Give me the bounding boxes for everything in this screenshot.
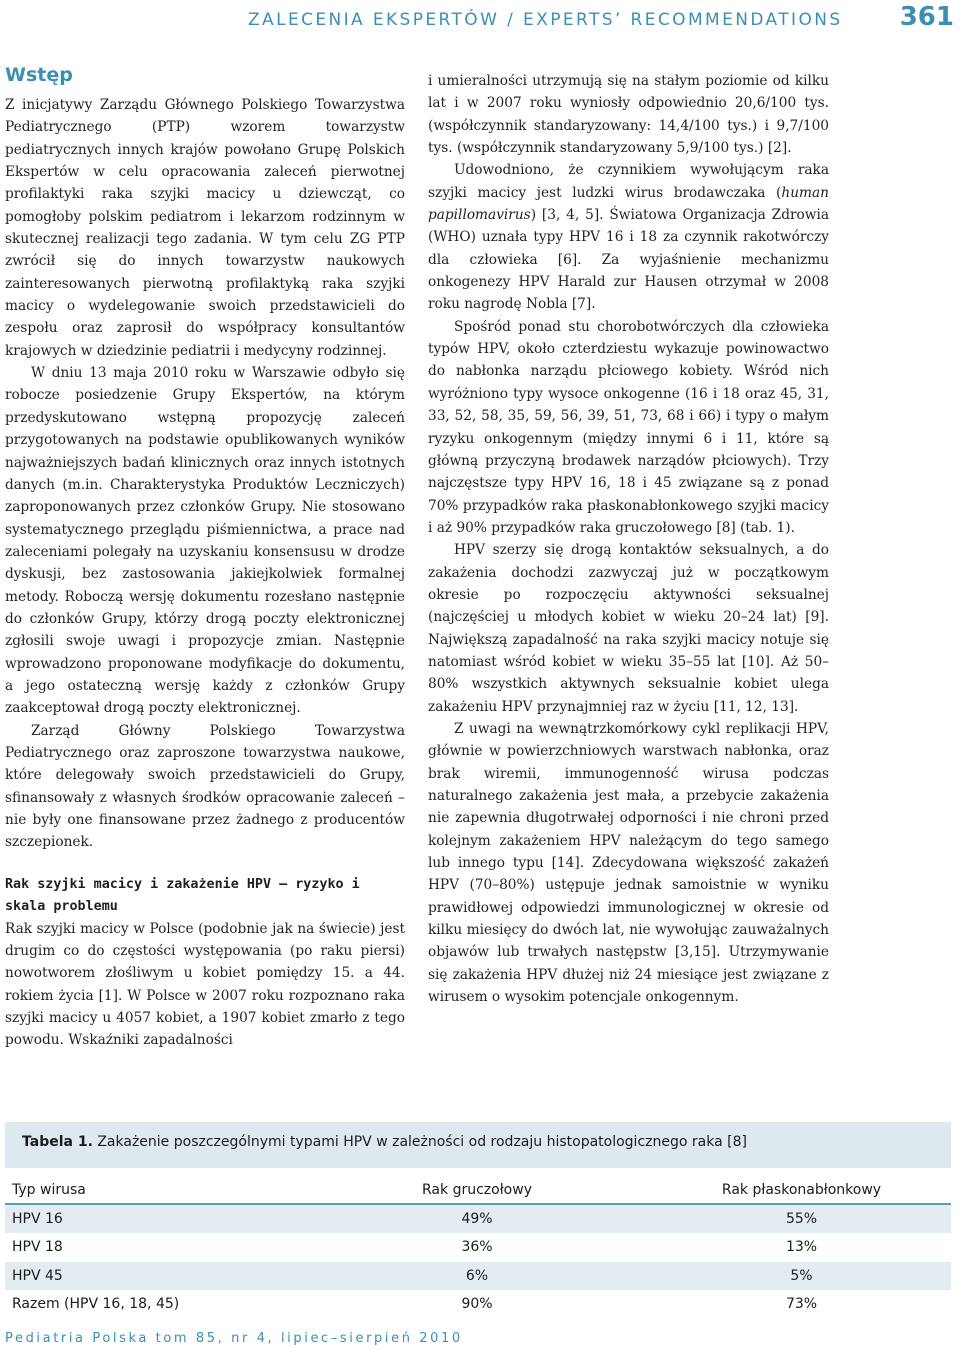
table-cell: HPV 45 <box>5 1262 302 1291</box>
table-cell: 5% <box>652 1262 951 1291</box>
paragraph: Rak szyjki macicy w Polsce (podobnie jak na świecie) jest drugim co do częstości występowania (po raku piersi) nowotworem złośliwym u kobiet pomiędzy 15. a 44. rokiem życia [1]. W Polsce w 2007 roku rozpoznano raka szyjki macicy u 4057 kobiet, a 1907 kobiet zmarło z tego powodu. Wskaźniki zapadalności <box>5 920 405 1049</box>
table-caption-label: Tabela 1. <box>22 1134 93 1150</box>
left-column <box>5 62 405 1052</box>
table-cell: Razem (HPV 16, 18, 45) <box>5 1290 302 1319</box>
table-header-row <box>5 1176 951 1204</box>
table-cell: 90% <box>302 1290 652 1319</box>
paragraph: HPV szerzy się drogą kontaktów seksualnych, a do zakażenia dochodzi zazwyczaj już w początkowym okresie po rozpoczęciu aktywności seksualnej (najczęściej u młodych kobiet w wieku 20–24 lat) [9]. Największą zapadalność na raka szyjki macicy notuje się natomiast wśród kobiet w wieku 35–55 lat [10]. Aż 50–80% wszystkich aktywnych seksualnie kobiet ulega zakażeniu HPV przynajmniej raz w życiu [11, 12, 13]. <box>428 542 829 715</box>
paragraph: Spośród ponad stu chorobotwórczych dla człowieka typów HPV, około czterdziestu wykazuje powinowactwo do nabłonka narządu płciowego kobiety. Wśród nich wyróżniono typy wysoce onkogenne (16 i 18 oraz 45, 31, 33, 52, 58, 35, 59, 56, 39, 51, 73, 68 i 66) i typy o małym ryzyku onkogennym (między innymi 6 i 11, które są główną przyczyną brodawek narządów płciowych). Trzy najczęstsze typy HPV 16, 18 i 45 związane są z ponad 70% przypadków raka płaskonabłonkowego szyjki macicy i aż 90% przypadków raka gruczołowego [8] (tab. 1). <box>428 318 829 536</box>
right-column <box>428 70 829 1008</box>
hpv-table <box>5 1176 951 1319</box>
table-row <box>5 1204 951 1233</box>
column-header: Typ wirusa <box>5 1176 302 1204</box>
subheading-hpv-risk: Rak szyjki macicy i zakażenie HPV – ryzyko i skala problemu <box>5 876 360 914</box>
running-header <box>0 2 960 34</box>
paragraph: W dniu 13 maja 2010 roku w Warszawie odbyło się robocze posiedzenie Grupy Ekspertów, na którym przedyskutowano wstępną propozycję zaleceń przygotowanych na podstawie opublikowanych wyników najważniejszych badań klinicznych oraz innych istotnych danych (m.in. Charakterystyka Produktów Leczniczych) zaproponowanych przez członków Grupy. Nie stosowano systematycznego przeglądu piśmiennictwa, a prace nad zaleceniami polegały na uzyskaniu konsensusu w drodze dyskusji, bez zastosowania jakiejkolwiek formalnej metody. Roboczą wersję dokumentu rozesłano następnie do członków Grupy, którzy drogą poczty elektronicznej zgłosili swoje uwagi i propozycje zmian. Następnie wprowadzono proponowane modyfikacje do dokumentu, a jego ostateczną wersję każdy z członków Grupy zaakceptował drogą poczty elektronicznej. <box>5 365 405 717</box>
column-header: Rak gruczołowy <box>302 1176 652 1204</box>
table-row <box>5 1233 951 1262</box>
table-cell: 73% <box>652 1290 951 1319</box>
table-caption <box>22 1134 747 1150</box>
column-header: Rak płaskonabłonkowy <box>652 1176 951 1204</box>
paragraph-text: ) [3, 4, 5]. Światowa Organizacja Zdrowia (WHO) uznała typy HPV 16 i 18 za czynnik rakotwórczy dla człowieka [6]. Za wyjaśnienie mechanizmu onkogenezy HPV Harald zur Hausen otrzymał w 2008 roku nagrodę Nobla [7]. <box>428 207 829 313</box>
table-cell: 36% <box>302 1233 652 1262</box>
table-cell: 6% <box>302 1262 652 1291</box>
table-cell: 55% <box>652 1204 951 1233</box>
section-title-wstep: Wstęp <box>5 64 73 86</box>
paragraph: Zarząd Główny Polskiego Towarzystwa Pediatrycznego oraz zaproszone towarzystwa naukowe, które delegowały swoich przedstawicieli do Grupy, sfinansowały z własnych środków opracowanie zaleceń – nie były one finansowane przez żadnego z producentów szczepionek. <box>5 722 405 851</box>
table-cell: HPV 18 <box>5 1233 302 1262</box>
italic-term: human papillomavirus <box>428 184 829 224</box>
running-header-title: ZALECENIA EKSPERTÓW / EXPERTS’ RECOMMENDATIONS <box>248 10 843 30</box>
table-caption-text: Zakażenie poszczególnymi typami HPV w zależności od rodzaju histopatologicznego raka [8] <box>97 1134 747 1150</box>
paragraph-text: Udowodniono, że czynnikiem wywołującym raka szyjki macicy jest ludzki wirus brodawczaka ( <box>428 162 829 201</box>
table-cell: 13% <box>652 1233 951 1262</box>
table-row <box>5 1262 951 1291</box>
table-cell: 49% <box>302 1204 652 1233</box>
table-row <box>5 1290 951 1319</box>
paragraph: Z inicjatywy Zarządu Głównego Polskiego Towarzystwa Pediatrycznego (PTP) wzorem towarzystw pediatrycznych innych krajów powołano Grupę Polskich Ekspertów w celu opracowania zaleceń pierwotnej profilaktyki raka szyjki macicy u dziewcząt, co pomogłoby polskim pediatrom i lekarzom rodzinnym w skutecznej realizacji tego zadania. W tym celu ZG PTP zwrócił się do innych towarzystw naukowych zainteresowanych pierwotną profilaktyką raka szyjki macicy o wydelegowanie swoich przedstawicieli do zespołu oraz zaprosił do współpracy konsultantów krajowych w dziedzinie pediatrii i medycyny rodzinnej. <box>5 97 405 359</box>
page-number: 361 <box>899 2 954 32</box>
paragraph: Z uwagi na wewnątrzkomórkowy cykl replikacji HPV, głównie w powierzchniowych warstwach nabłonka, oraz brak wiremii, immunogenność wirusa podczas naturalnego zakażenia jest mała, a przebycie zakażenia nie zapewnia długotrwałej odporności i nie chroni przed kolejnym zakażeniem HPV należącym do tego samego lub innego typu [14]. Zdecydowana większość zakażeń HPV (70–80%) ustępuje jednak samoistnie w wyniku prawidłowej odpowiedzi immunologicznej w okresie od kilku miesięcy do dwóch lat, nie wywołując zauważalnych objawów lub trwałych następstw [3,15]. Utrzymywanie się zakażenia HPV dłużej niż 24 miesiące jest związane z wirusem o wysokim potencjale onkogennym. <box>428 720 829 1006</box>
paragraph <box>428 159 829 315</box>
table-cell: HPV 16 <box>5 1204 302 1233</box>
journal-footer: Pediatria Polska tom 85, nr 4, lipiec–sierpień 2010 <box>5 1331 463 1346</box>
paragraph: i umieralności utrzymują się na stałym poziomie od kilku lat i w 2007 roku wyniosły odpowiednio 20,6/100 tys. (współczynnik standaryzowany: 14,4/100 tys.) i 9,7/100 tys. (współczynnik standaryzowany 5,9/100 tys.) [2]. <box>428 73 829 157</box>
